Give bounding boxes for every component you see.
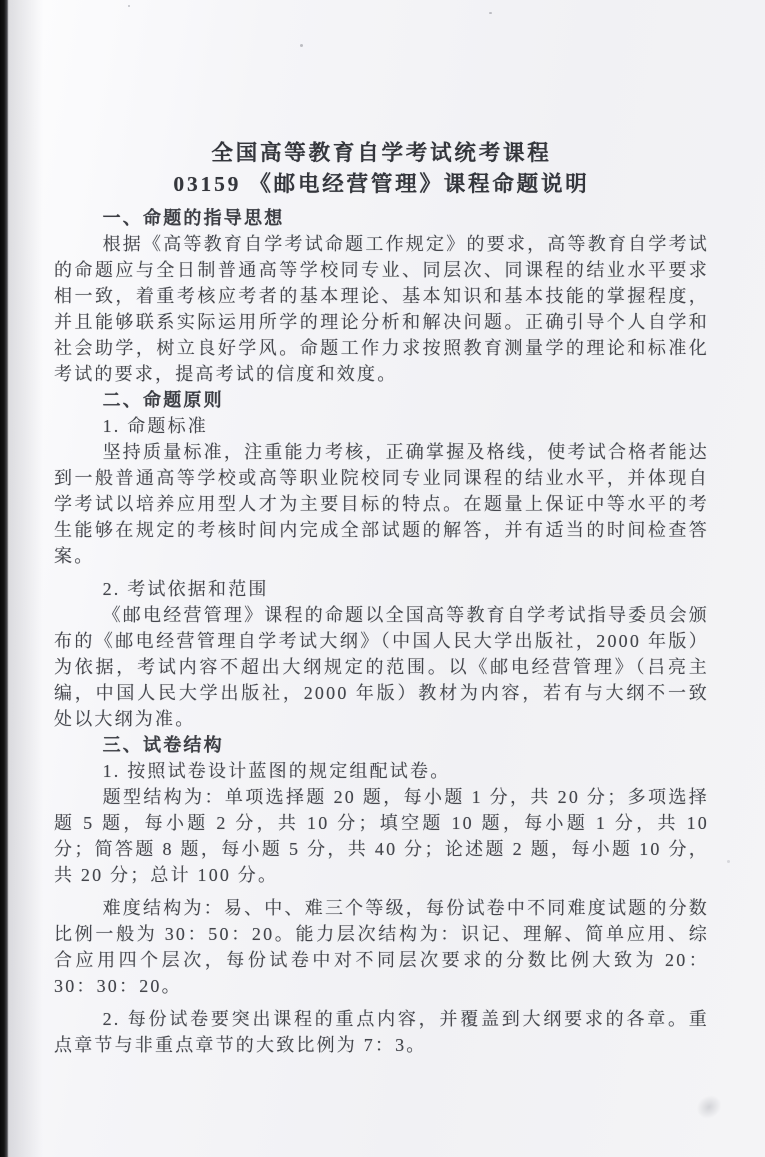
scan-speck [300, 44, 303, 47]
paragraph-exam-basis-scope: 《邮电经营管理》课程的命题以全国高等教育自学考试指导委员会颁布的《邮电经营管理自学考试大纲》（中国人民大学出版社，2000 年版）为依据，考试内容不超出大纲规定的范围。以《邮电经营管理》（吕亮主编，中国人民大学出版社，2000 年版）教材为内容，若有与大纲不一致处以大纲为准。 [54, 605, 709, 729]
document-title-line-2: 03159 《邮电经营管理》课程命题说明 [173, 172, 590, 196]
scan-speck [128, 5, 130, 7]
paragraph-question-type-structure: 题型结构为：单项选择题 20 题，每小题 1 分，共 20 分；多项选择题 5 题，每小题 2 分，共 10 分；填空题 10 题，每小题 1 分，共 10 分；简答题 8 题，每小题 5 分，共 40 分；论述题 2 题，每小题 10 分，共 20 分；总计 100 分。 [54, 787, 709, 885]
scan-speck [727, 860, 730, 863]
paragraph-key-chapter-ratio: 2. 每份试卷要突出课程的重点内容，并覆盖到大纲要求的各章。重点章节与非重点章节的大致比例为 7：3。 [54, 1009, 709, 1055]
subheading-exam-basis-scope: 2. 考试依据和范围 [102, 579, 269, 599]
paragraph-difficulty-structure: 难度结构为：易、中、难三个等级，每份试卷中不同难度试题的分数比例一般为 30：50：20。能力层次结构为：识记、理解、简单应用、综合应用四个层次，每份试卷中对不同层次要求的分数比例大致为 20：30：30：20。 [54, 898, 709, 996]
subheading-proposition-standard: 1. 命题标准 [102, 416, 208, 436]
scan-smudge [692, 1091, 726, 1124]
page-edge-shadow [9, 0, 43, 1157]
document-body [54, 138, 709, 1058]
page-binding-edge [0, 0, 9, 1157]
scan-speck [489, 12, 492, 14]
section-heading-paper-structure: 三、试卷结构 [102, 735, 224, 755]
paragraph-guiding-ideology: 根据《高等教育自学考试命题工作规定》的要求，高等教育自学考试的命题应与全日制普通高等学校同专业、同层次、同课程的结业水平要求相一致，着重考核应考者的基本理论、基本知识和基本技能的掌握程度，并且能够联系实际运用所学的理论分析和解决问题。正确引导个人自学和社会助学，树立良好学风。命题工作力求按照教育测量学的理论和标准化考试的要求，提高考试的信度和效度。 [54, 234, 709, 384]
subheading-blueprint-rule: 1. 按照试卷设计蓝图的规定组配试卷。 [102, 761, 451, 781]
document-title-line-1: 全国高等教育自学考试统考课程 [211, 141, 552, 165]
paragraph-proposition-standard: 坚持质量标准，注重能力考核，正确掌握及格线，使考试合格者能达到一般普通高等学校或高等职业院校同专业同课程的结业水平，并体现自学考试以培养应用型人才为主要目标的特点。在题量上保证中等水平的考生能够在规定的考核时间内完成全部试题的解答，并有适当的时间检查答案。 [54, 442, 709, 566]
section-heading-guiding-ideology: 一、命题的指导思想 [102, 208, 285, 228]
section-heading-proposition-principles: 二、命题原则 [102, 390, 224, 410]
